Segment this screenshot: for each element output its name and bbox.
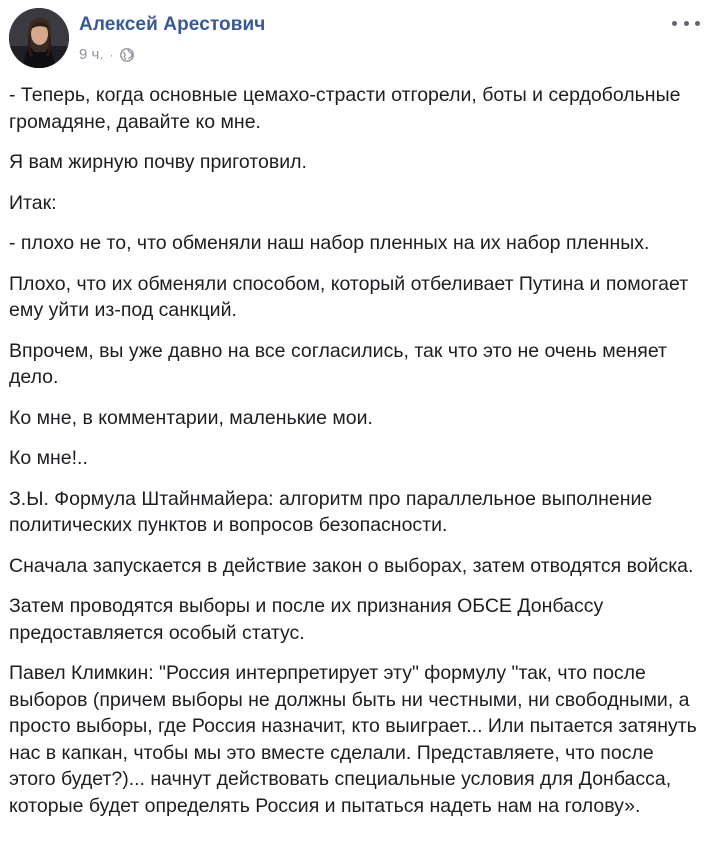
post-paragraph: Ко мне, в комментарии, маленькие мои.: [9, 406, 373, 429]
post-paragraph: Впрочем, вы уже давно на все согласились, так что это не очень меняет дело.: [9, 339, 667, 388]
post-paragraph: - Теперь, когда основные цемахо-страсти отгорели, боты и сердобольные громадяне, давайте ко мне.: [9, 84, 681, 133]
more-options-icon[interactable]: [672, 16, 700, 30]
post-paragraph: З.Ы. Формула Штайнмайера: алгоритм про параллельное выполнение политических пунктов и вопросов безопасности.: [9, 487, 653, 536]
post-paragraph: Ко мне!..: [9, 447, 88, 469]
author-avatar[interactable]: [9, 8, 69, 68]
globe-icon[interactable]: [120, 48, 134, 62]
post-paragraph: Павел Климкин: "Россия интерпретирует эту" формулу "так, что после выборов (причем выборы не должны быть ни честными, ни свободными, а просто выборы, где Россия назначит, кто выиграет... Или пытается затянуть нас в капкан, чтобы мы это вместе сделали. Представляете, что после этого будет?)... начнут действовать специальные условия для Донбасса, которые будет определять Россия и пытаться надеть нам на голову».: [9, 662, 697, 817]
post-timestamp[interactable]: 9 ч.: [79, 46, 104, 63]
meta-separator: ·: [109, 47, 114, 62]
post-text: [9, 82, 704, 833]
post-header: [9, 8, 704, 68]
post-paragraph: Итак:: [9, 191, 57, 214]
post-paragraph: - плохо не то, что обменяли наш набор пленных на их набор пленных.: [9, 232, 650, 254]
dot-icon: [695, 21, 700, 26]
post-paragraph: Я вам жирную почву приготовил.: [9, 151, 307, 173]
dot-icon: [672, 21, 677, 26]
post-paragraph: Плохо, что их обменяли способом, который отбеливает Путина и помогает ему уйти из-под санкций.: [9, 272, 689, 321]
avatar-image: [9, 8, 69, 68]
post-paragraph: Сначала запускается в действие закон о выборах, затем отводятся войска.: [9, 554, 694, 577]
dot-icon: [684, 21, 689, 26]
post-meta: [79, 46, 134, 63]
author-name[interactable]: Алексей Арестович: [79, 14, 266, 35]
post-paragraph: Затем проводятся выборы и после их признания ОБСЕ Донбассу предоставляется особый статус.: [9, 595, 604, 644]
